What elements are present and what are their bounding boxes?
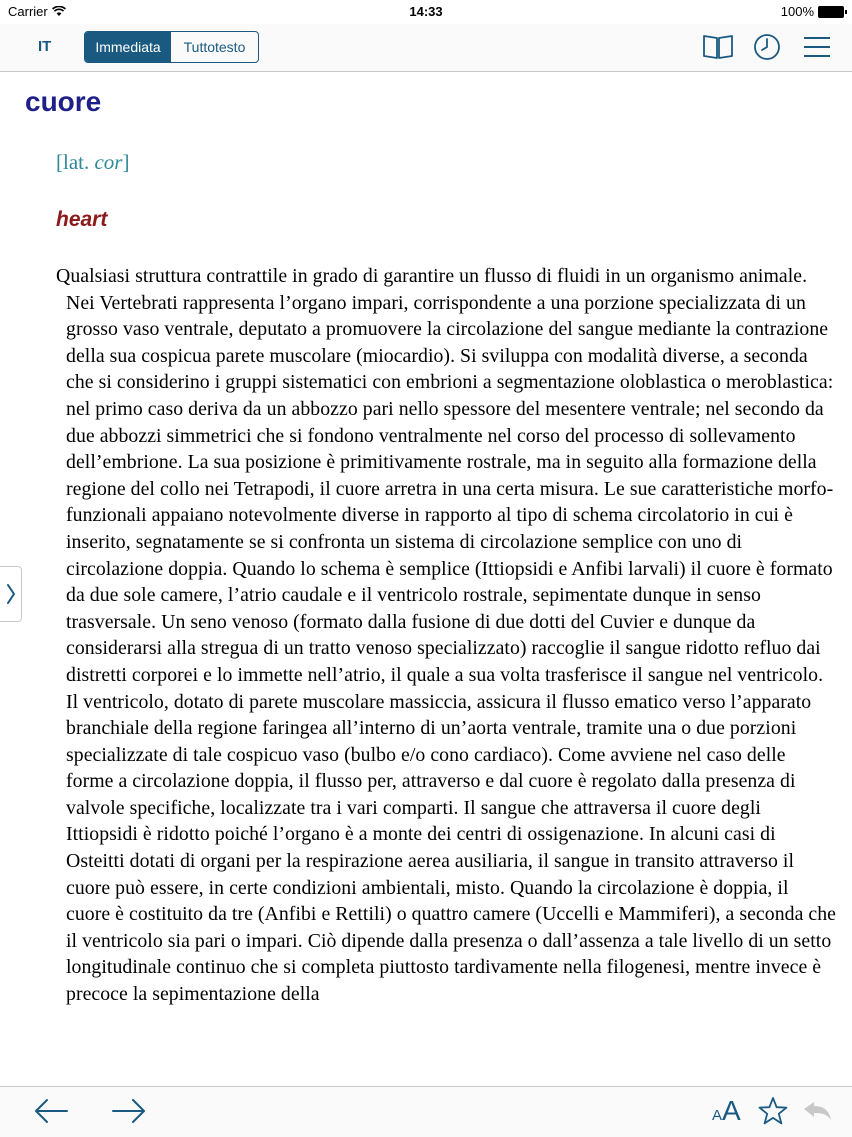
side-panel-tab[interactable] bbox=[0, 566, 22, 622]
text-size-big-label: A bbox=[722, 1095, 741, 1126]
segment-immediata[interactable]: Immediata bbox=[85, 32, 171, 62]
status-time: 14:33 bbox=[409, 4, 443, 19]
status-bar bbox=[0, 0, 852, 24]
entry-definition: Qualsiasi struttura contrattile in grado di garantire un flusso di fluidi in un organismo animale. Nei Vertebrati rappresenta l’organo impari, corrispondente a una porzione specializzata di un grosso vaso ventrale, deputato a promuovere la circolazione del sangue mediante la contrazione della sua cospicua parete muscolare (miocardio). Si sviluppa con modalità diverse, a seconda che si considerino i gruppi sistematici con embrioni a segmentazione oloblastica o meroblastica: nel primo caso deriva da un abbozzo pari nello spessore del mesentere ventrale; nel secondo da due abbozzi simmetrici che si fondono ventralmente nel corso del processo di sollevamento dell’embrione. La sua posizione è primitivamente rostrale, ma in seguito alla formazione della regione del collo nei Tetrapodi, il cuore arretra in una certa misura. Le sue caratteristiche morfo-funzionali appaiano notevolmente diverse in rapporto al tipo di schema circolatorio in cui è inserito, segnatamente se si confronta un sistema di circolazione semplice con uno di circolazione doppia. Quando lo schema è semplice (Ittiopsidi e Anfibi larvali) il cuore è formato da due sole camere, l’atrio caudale e il ventricolo rostrale, sepimentate dunque in senso trasversale. Un seno venoso (formato dalla fusione di due dotti del Cuvier e dunque da considerarsi alla stregua di un tratto venoso specializzato) raccoglie il sangue ridotto refluo dai distretti corporei e lo immette nell’atrio, il quale a sua volta trasferisce il sangue nel ventricolo. Il ventricolo, dotato di parete muscolare massiccia, assicura il flusso ematico verso l’apparato branchiale della regione faringea all’interno di un’aorta ventrale, tramite una o due porzioni specializzate di tale cospicuo vaso (bulbo e/o cono cardiaco). Come avviene nel caso delle forme a circolazione doppia, il flusso per, attraverso e dal cuore è regolato dalla presenza di valvole specifiche, localizzate tra i vari comparti. Il sangue che attraversa il cuore degli Ittiopsidi è ridotto poiché l’organo è a monte dei centri di ossigenazione. In alcuni casi di Osteitti dotati di organi per la respirazione aerea ausiliaria, il sangue in transito attraverso il cuore può essere, in certe condizioni ambientali, misto. Quando la circolazione è doppia, il cuore è costituito da tre (Anfibi e Rettili) o quattro camere (Uccelli e Mammiferi), a seconda che il ventricolo sia pari o impari. Ciò dipende dalla presenza o dall’assenza a tale livello di un setto longitudinale continuo che si completa piuttosto tardivamente nella filogenesi, mentre invece è precoce la sepimentazione della bbox=[56, 265, 837, 1006]
bottom-toolbar bbox=[0, 1086, 852, 1137]
entry-translation: heart bbox=[56, 208, 108, 231]
entry-content[interactable] bbox=[0, 72, 852, 1086]
undo-icon[interactable] bbox=[800, 1096, 834, 1126]
segment-tuttotesto[interactable]: Tuttotesto bbox=[183, 39, 246, 55]
status-battery bbox=[781, 4, 844, 19]
entry-headword: cuore bbox=[25, 86, 102, 117]
search-mode-segmented-control bbox=[84, 31, 259, 63]
battery-icon bbox=[818, 6, 844, 18]
etymology-term: cor bbox=[94, 150, 123, 174]
entry-etymology bbox=[56, 150, 129, 175]
etymology-open: [lat. bbox=[56, 150, 95, 174]
star-icon[interactable] bbox=[757, 1096, 789, 1126]
text-size-small-label: A bbox=[712, 1107, 723, 1124]
chevron-right-icon bbox=[6, 583, 16, 605]
carrier-label: Carrier bbox=[8, 4, 48, 19]
language-button[interactable]: IT bbox=[38, 38, 52, 55]
back-arrow-icon[interactable] bbox=[33, 1096, 69, 1126]
nav-bar bbox=[0, 24, 852, 72]
text-size-icon[interactable] bbox=[712, 1095, 741, 1127]
clock-icon[interactable] bbox=[751, 33, 783, 61]
battery-percent: 100% bbox=[780, 4, 814, 19]
forward-arrow-icon[interactable] bbox=[111, 1096, 147, 1126]
etymology-close: ] bbox=[122, 150, 130, 174]
menu-icon[interactable] bbox=[801, 33, 833, 61]
book-icon[interactable] bbox=[702, 33, 734, 61]
